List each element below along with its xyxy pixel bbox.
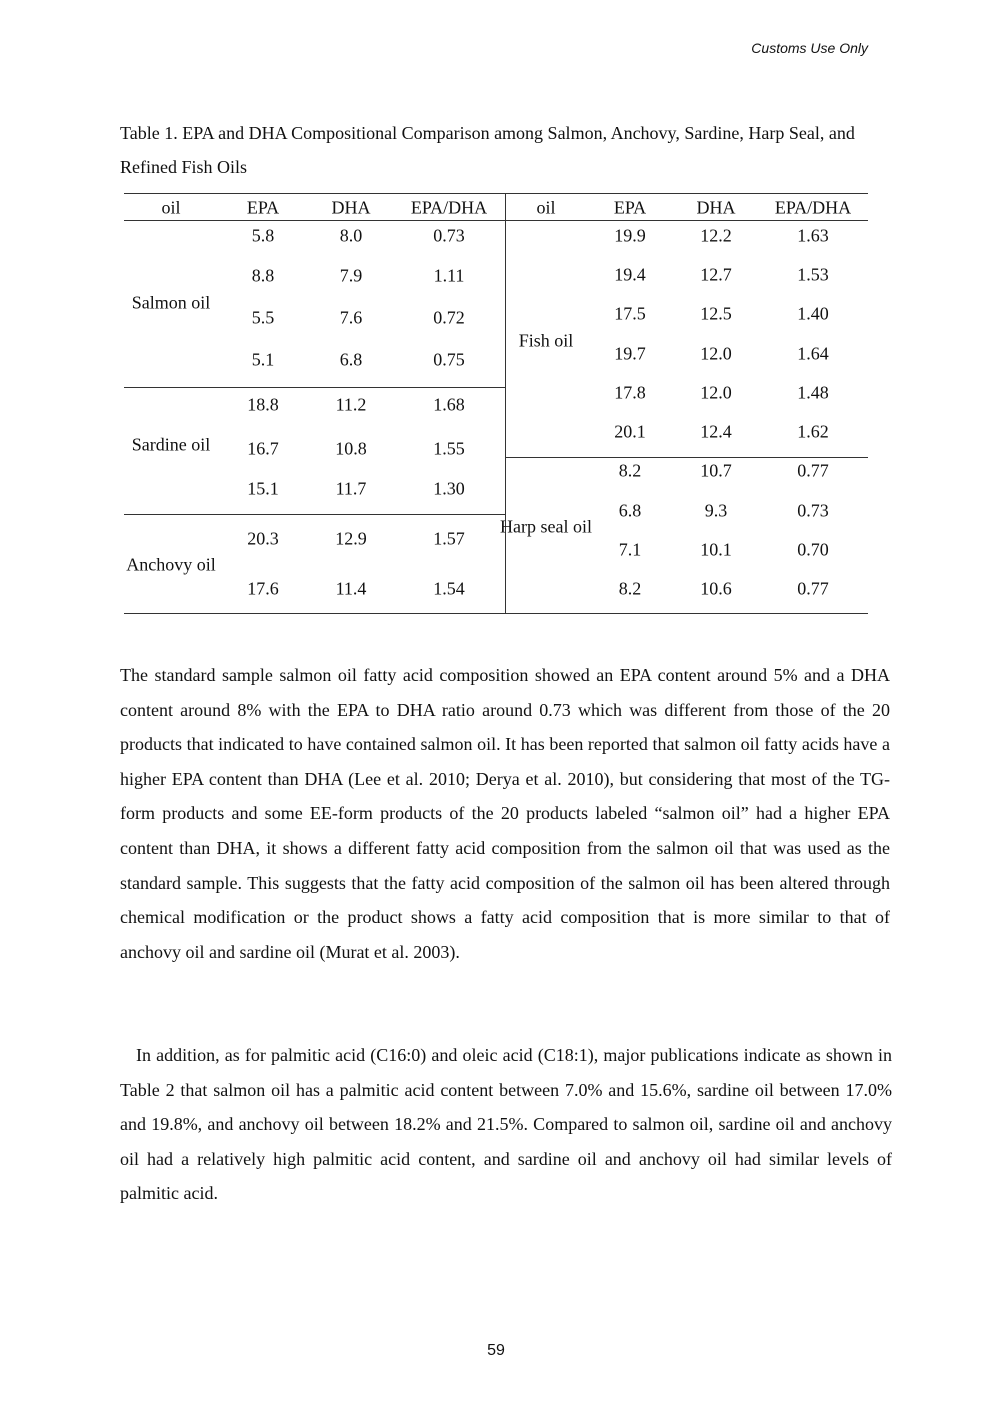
table-top-rule [124, 193, 868, 194]
table-cell: 18.8 [247, 394, 279, 415]
table-cell: 19.7 [614, 343, 646, 364]
table-cell: 1.48 [797, 382, 829, 403]
table-cell: 0.70 [797, 539, 829, 560]
table-cell: 11.2 [335, 394, 367, 415]
page-number: 59 [487, 1342, 505, 1359]
table-cell: 15.1 [247, 478, 279, 499]
group-label: Harp seal oil [500, 516, 592, 537]
table-cell: 1.53 [797, 264, 829, 285]
table-cell: 0.73 [797, 500, 829, 521]
body-paragraph: In addition, as for palmitic acid (C16:0) and oleic acid (C18:1), major publications indicate as shown in Table 2 that salmon oil has a palmitic acid content between 7.0% and 15.6%, sardine oil between 17.0% and 19.8%, and anchovy oil between 18.2% and 21.5%. Compared to salmon oil, sardine oil and anchovy oil had a relatively high palmitic acid content, and sardine oil and anchovy oil had similar levels of palmitic acid. [120, 1045, 892, 1204]
table-cell: 12.0 [700, 343, 732, 364]
table-cell: 10.7 [700, 460, 732, 481]
page-header: Customs Use Only [751, 40, 868, 56]
table-cell: 11.7 [335, 478, 367, 499]
column-header: EPA/DHA [410, 197, 488, 218]
table-cell: 16.7 [247, 438, 279, 459]
table-cell: 12.7 [700, 264, 732, 285]
table-cell: 1.68 [433, 394, 465, 415]
column-header: EPA/DHA [774, 197, 852, 218]
table-cell: 20.1 [614, 421, 646, 442]
group-label: Sardine oil [131, 434, 211, 455]
table-cell: 1.57 [433, 528, 465, 549]
table-header-rule [124, 220, 868, 221]
table-cell: 7.1 [618, 539, 642, 560]
table-cell: 6.8 [618, 500, 642, 521]
group-label: Fish oil [518, 330, 574, 351]
table-cell: 20.3 [247, 528, 279, 549]
column-header: DHA [696, 197, 736, 218]
table-cell: 5.1 [251, 349, 275, 370]
data-table [124, 193, 868, 615]
table-cell: 1.40 [797, 303, 829, 324]
table-cell: 19.9 [614, 225, 646, 246]
table-cell: 1.30 [433, 478, 465, 499]
column-header: EPA [246, 197, 280, 218]
column-header: oil [536, 197, 556, 218]
table-cell: 17.6 [247, 578, 279, 599]
table-cell: 1.55 [433, 438, 465, 459]
table-cell: 1.62 [797, 421, 829, 442]
table-cell: 1.63 [797, 225, 829, 246]
table-cell: 1.11 [433, 265, 465, 286]
table-cell: 5.8 [251, 225, 275, 246]
group-rule [505, 457, 868, 458]
table-cell: 12.4 [700, 421, 732, 442]
table-cell: 8.2 [618, 578, 642, 599]
column-header: EPA [613, 197, 647, 218]
table-divider [505, 193, 506, 614]
table-cell: 1.64 [797, 343, 829, 364]
table-cell: 1.54 [433, 578, 465, 599]
body-paragraph: The standard sample salmon oil fatty acid composition showed an EPA content around 5% and a DHA content around 8% with the EPA to DHA ratio around 0.73 which was different from those of the 20 products that indicated to have contained salmon oil. It has been reported that salmon oil fatty acids have a higher EPA content than DHA (Lee et al. 2010; Derya et al. 2010), but considering that most of the TG-form products and some EE-form products of the 20 products labeled “salmon oil” had a higher EPA content than DHA, it shows a different fatty acid composition from the salmon oil that was used as the standard sample. This suggests that the fatty acid composition of the salmon oil has been altered through chemical modification or the product shows a fatty acid composition that is more similar to that of anchovy oil and sardine oil (Murat et al. 2003). [120, 665, 890, 962]
table-cell: 12.0 [700, 382, 732, 403]
table-cell: 9.3 [704, 500, 728, 521]
table-cell: 8.2 [618, 460, 642, 481]
table-cell: 0.72 [433, 307, 465, 328]
table-cell: 5.5 [251, 307, 275, 328]
table-cell: 8.0 [339, 225, 363, 246]
table-cell: 12.9 [335, 528, 367, 549]
table-cell: 10.1 [700, 539, 732, 560]
table-cell: 0.75 [433, 349, 465, 370]
table-cell: 7.6 [339, 307, 363, 328]
column-header: DHA [331, 197, 371, 218]
table-cell: 19.4 [614, 264, 646, 285]
table-cell: 10.8 [335, 438, 367, 459]
table-bottom-rule [124, 613, 868, 614]
group-label: Salmon oil [131, 292, 211, 313]
table-cell: 12.5 [700, 303, 732, 324]
table-cell: 11.4 [335, 578, 367, 599]
group-label: Anchovy oil [126, 554, 216, 575]
table-cell: 7.9 [339, 265, 363, 286]
group-rule [124, 387, 505, 388]
group-rule [124, 514, 505, 515]
table-cell: 17.8 [614, 382, 646, 403]
table-cell: 17.5 [614, 303, 646, 324]
table-caption: Table 1. EPA and DHA Compositional Comparison among Salmon, Anchovy, Sardine, Harp Seal, and Refined Fish Oils [120, 123, 855, 177]
table-cell: 8.8 [251, 265, 275, 286]
column-header: oil [161, 197, 181, 218]
table-cell: 10.6 [700, 578, 732, 599]
table-cell: 0.77 [797, 460, 829, 481]
table-cell: 6.8 [339, 349, 363, 370]
table-cell: 0.73 [433, 225, 465, 246]
table-cell: 12.2 [700, 225, 732, 246]
table-cell: 0.77 [797, 578, 829, 599]
